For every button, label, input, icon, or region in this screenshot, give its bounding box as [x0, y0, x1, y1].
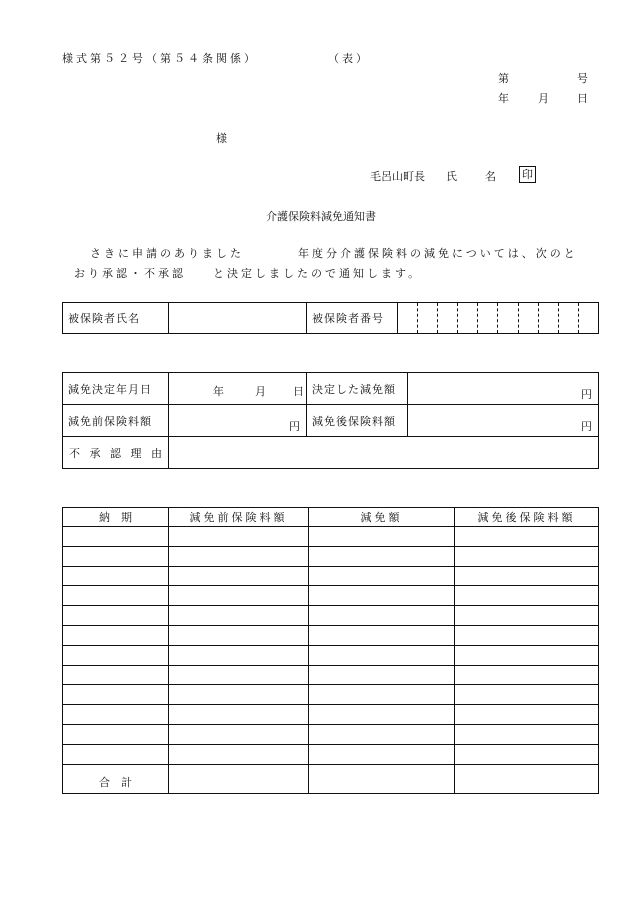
date-day: 日 — [577, 92, 588, 105]
decision-date-field[interactable] — [169, 373, 307, 405]
table-cell[interactable] — [63, 645, 169, 665]
decided-amount-field[interactable] — [408, 373, 599, 405]
table-cell[interactable] — [63, 527, 169, 547]
insured-number-digit[interactable] — [558, 303, 578, 334]
table-cell[interactable] — [63, 566, 169, 586]
table-row — [63, 705, 599, 725]
table-cell[interactable] — [455, 645, 599, 665]
insured-number-digit[interactable] — [438, 303, 458, 334]
decision-date-month: 月 — [255, 385, 266, 398]
column-header-due-date: 納 期 — [63, 508, 169, 527]
table-cell[interactable] — [169, 685, 309, 705]
insured-number-digit[interactable] — [418, 303, 438, 334]
table-cell[interactable] — [455, 685, 599, 705]
table-row — [63, 625, 599, 645]
total-cell[interactable] — [455, 764, 599, 793]
table-row — [63, 606, 599, 626]
table-cell[interactable] — [455, 724, 599, 744]
seal-stamp: 印 — [519, 166, 536, 183]
table-cell[interactable] — [455, 705, 599, 725]
table-cell[interactable] — [63, 705, 169, 725]
insured-number-label: 被保険者番号 — [307, 303, 398, 334]
insured-name-field[interactable] — [169, 303, 307, 334]
column-header-premium-after: 減免後保険料額 — [455, 508, 599, 527]
issuer-title: 毛呂山町長 — [370, 170, 425, 183]
issuer-mei: 名 — [485, 170, 496, 183]
insured-number-digit[interactable] — [478, 303, 498, 334]
table-row — [63, 744, 599, 764]
table-row — [63, 724, 599, 744]
table-cell[interactable] — [169, 744, 309, 764]
total-cell[interactable] — [169, 764, 309, 793]
table-cell[interactable] — [169, 527, 309, 547]
insured-table — [62, 302, 599, 334]
rejection-reason-label: 不承認理由 — [63, 437, 169, 469]
table-cell[interactable] — [169, 625, 309, 645]
premium-after-label: 減免後保険料額 — [307, 405, 408, 437]
table-cell[interactable] — [309, 625, 455, 645]
table-cell[interactable] — [455, 606, 599, 626]
table-cell[interactable] — [169, 546, 309, 566]
table-cell[interactable] — [169, 586, 309, 606]
table-cell[interactable] — [63, 546, 169, 566]
insured-number-digit[interactable] — [398, 303, 418, 334]
body-line1-part2: 年度分介護保険料の減免については、次のと — [298, 247, 578, 260]
table-row — [63, 546, 599, 566]
table-cell[interactable] — [63, 606, 169, 626]
table-cell[interactable] — [63, 724, 169, 744]
table-cell[interactable] — [63, 625, 169, 645]
document-number-no: 第 — [498, 72, 509, 85]
table-cell[interactable] — [169, 705, 309, 725]
total-row — [63, 764, 599, 793]
date-month: 月 — [538, 92, 549, 105]
table-cell[interactable] — [309, 586, 455, 606]
column-header-reduction: 減免額 — [309, 508, 455, 527]
rejection-reason-field[interactable] — [169, 437, 599, 469]
table-cell[interactable] — [455, 586, 599, 606]
table-cell[interactable] — [309, 566, 455, 586]
insured-name-label: 被保険者氏名 — [63, 303, 169, 334]
decided-amount-label: 決定した減免額 — [307, 373, 408, 405]
table-row — [63, 665, 599, 685]
insured-number-digit[interactable] — [498, 303, 518, 334]
table-cell[interactable] — [455, 744, 599, 764]
form-number: 様式第５２号（第５４条関係） — [62, 52, 258, 65]
table-cell[interactable] — [309, 546, 455, 566]
table-cell[interactable] — [455, 546, 599, 566]
table-cell[interactable] — [309, 527, 455, 547]
decision-date-day: 日 — [293, 385, 304, 398]
table-cell[interactable] — [63, 685, 169, 705]
total-cell[interactable] — [309, 764, 455, 793]
premium-before-label: 減免前保険料額 — [63, 405, 169, 437]
issuer-shi: 氏 — [446, 170, 457, 183]
table-row — [63, 685, 599, 705]
table-cell[interactable] — [309, 665, 455, 685]
table-cell[interactable] — [63, 744, 169, 764]
insured-number-digit[interactable] — [518, 303, 538, 334]
document-title: 介護保険料減免通知書 — [266, 210, 376, 223]
table-cell[interactable] — [169, 724, 309, 744]
table-cell[interactable] — [309, 724, 455, 744]
table-cell[interactable] — [169, 645, 309, 665]
table-cell[interactable] — [309, 705, 455, 725]
decision-date-year: 年 — [213, 385, 224, 398]
schedule-table — [62, 507, 599, 794]
yen-unit: 円 — [289, 420, 300, 433]
premium-after-field[interactable] — [408, 405, 599, 437]
insured-number-digit[interactable] — [578, 303, 598, 334]
table-row — [63, 645, 599, 665]
table-cell[interactable] — [169, 665, 309, 685]
body-line2-part1: おり承認・不承認 — [74, 267, 186, 280]
body-line1-part1: さきに申請のありました — [90, 247, 244, 260]
yen-unit: 円 — [581, 420, 592, 433]
table-cell[interactable] — [169, 566, 309, 586]
table-row — [63, 586, 599, 606]
document-number-go: 号 — [577, 72, 588, 85]
table-cell[interactable] — [309, 685, 455, 705]
insured-number-digit[interactable] — [538, 303, 558, 334]
table-row — [63, 527, 599, 547]
table-cell[interactable] — [455, 665, 599, 685]
yen-unit: 円 — [581, 388, 592, 401]
total-label: 合 計 — [63, 764, 169, 793]
premium-before-field[interactable] — [169, 405, 307, 437]
table-cell[interactable] — [309, 606, 455, 626]
date-year: 年 — [498, 92, 509, 105]
table-cell[interactable] — [63, 665, 169, 685]
decision-date-label: 減免決定年月日 — [63, 373, 169, 405]
insured-number-digit[interactable] — [458, 303, 478, 334]
table-cell[interactable] — [455, 566, 599, 586]
column-header-premium-before: 減免前保険料額 — [169, 508, 309, 527]
table-cell[interactable] — [455, 625, 599, 645]
table-cell[interactable] — [309, 744, 455, 764]
side-indicator: （表） — [328, 52, 370, 65]
table-cell[interactable] — [309, 645, 455, 665]
table-cell[interactable] — [63, 586, 169, 606]
table-cell[interactable] — [455, 527, 599, 547]
body-line2-part2: と決定しましたので通知します。 — [213, 267, 423, 280]
table-row — [63, 566, 599, 586]
decision-table — [62, 372, 599, 469]
table-cell[interactable] — [169, 606, 309, 626]
addressee-honorific: 様 — [216, 132, 227, 145]
